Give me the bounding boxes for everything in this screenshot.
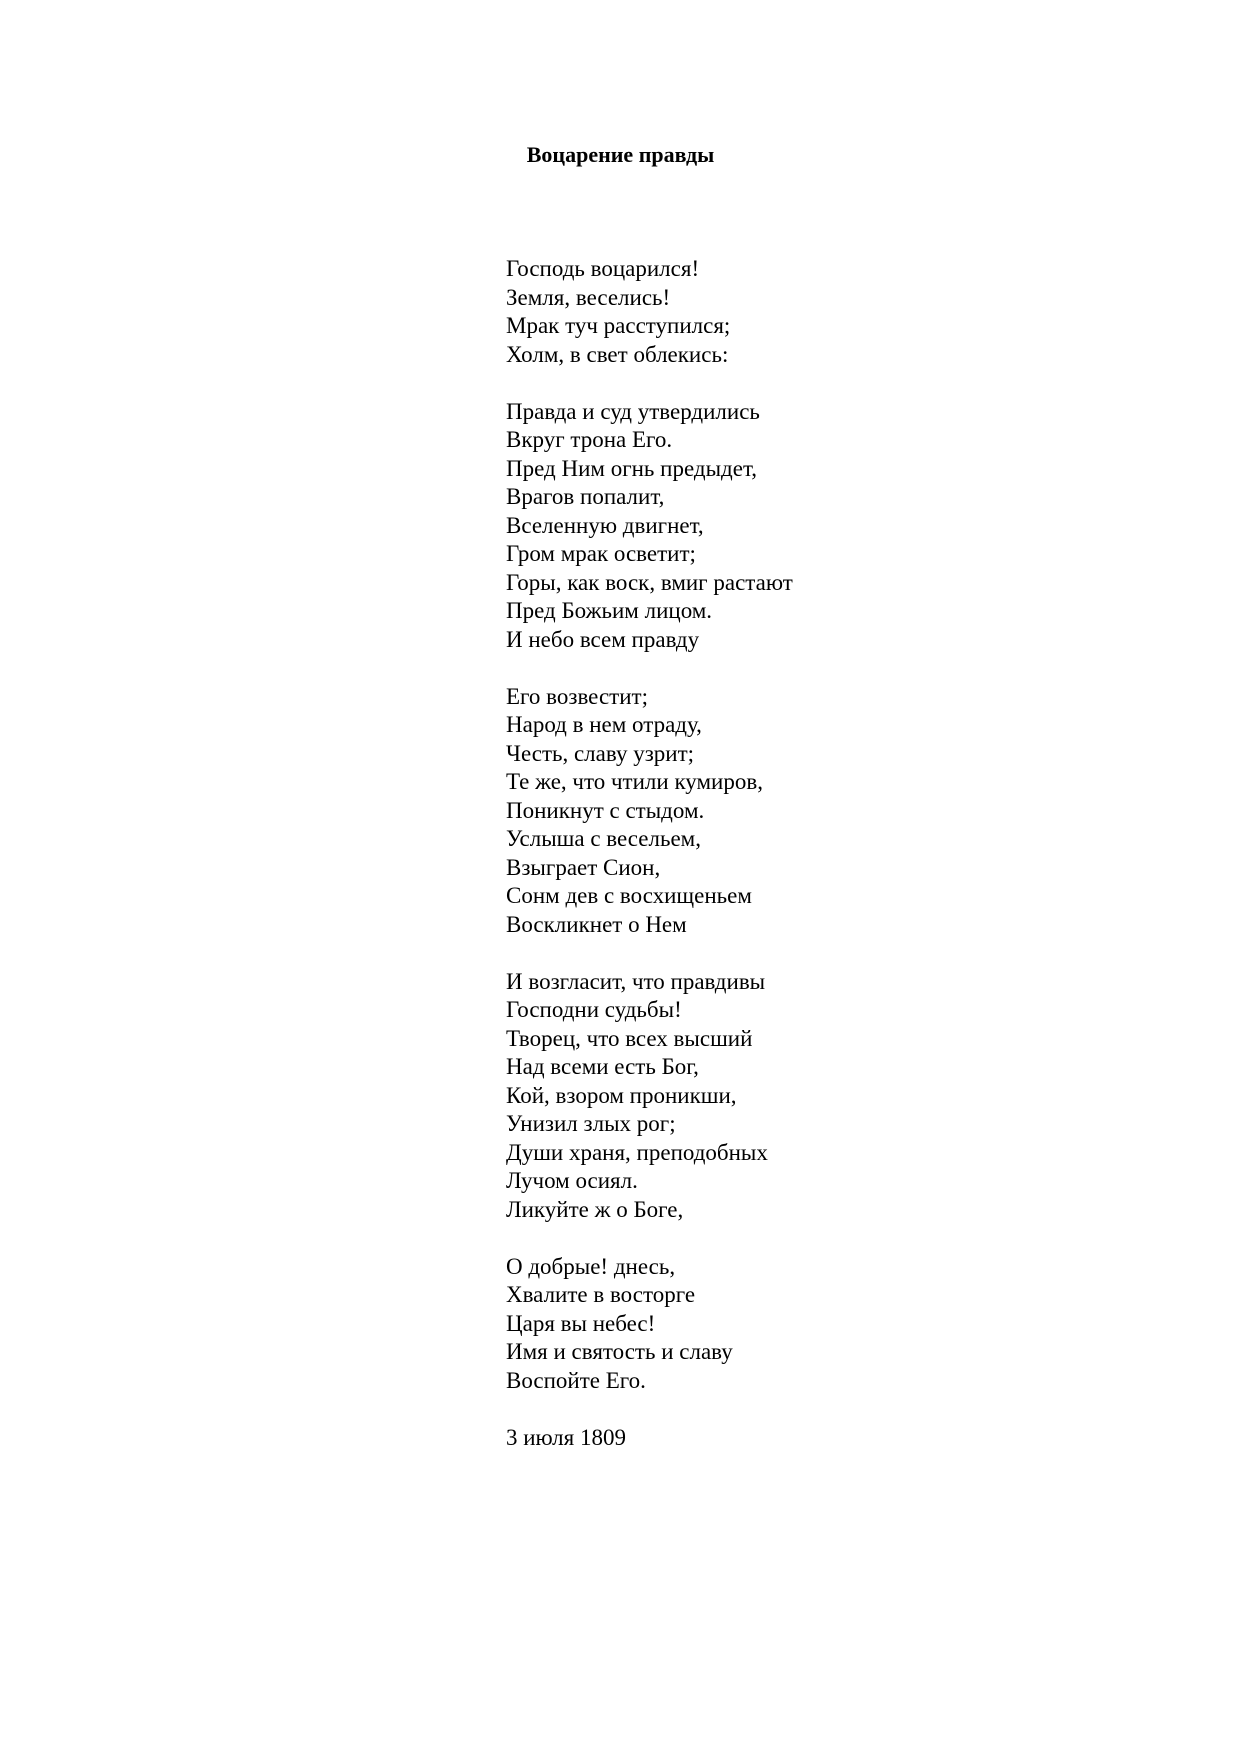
poem-line: Воспойте Его. bbox=[506, 1367, 646, 1393]
poem-line: Мрак туч расступился; bbox=[506, 313, 731, 338]
poem-body bbox=[506, 255, 793, 1452]
poem-line: Господь воцарился! bbox=[506, 256, 700, 281]
stanza bbox=[506, 255, 793, 369]
poem-line: Холм, в свет облекись: bbox=[506, 341, 729, 367]
poem-line: И небо всем правду bbox=[506, 626, 700, 652]
poem-line: О добрые! днесь, bbox=[506, 1253, 676, 1279]
stanza bbox=[506, 683, 793, 940]
poem-line: Пред Божьим лицом. bbox=[506, 598, 713, 623]
poem-line: И возгласит, что правдивы bbox=[506, 968, 766, 994]
poem-line: Народ в нем отраду, bbox=[506, 712, 702, 737]
poem-line: Господни судьбы! bbox=[506, 997, 682, 1022]
poem-line: Поникнут с стыдом. bbox=[506, 797, 705, 823]
poem-line: Воскликнет о Нем bbox=[506, 911, 687, 937]
poem-line: Вкруг трона Его. bbox=[506, 427, 673, 452]
poem-line: Вселенную двигнет, bbox=[506, 512, 704, 538]
poem-line: Унизил злых рог; bbox=[506, 1111, 676, 1136]
poem-line: Пред Ним огнь предыдет, bbox=[506, 455, 758, 481]
poem-line: Кой, взором проникши, bbox=[506, 1082, 737, 1108]
poem-line: Услыша с весельем, bbox=[506, 826, 701, 851]
poem-line: Сонм дев с восхищеньем bbox=[506, 883, 752, 908]
poem-line: Врагов попалит, bbox=[506, 484, 665, 509]
poem-line: Честь, славу узрит; bbox=[506, 740, 695, 766]
poem-line: Земля, веселись! bbox=[506, 284, 671, 310]
poem-line: Хвалите в восторге bbox=[506, 1282, 696, 1307]
poem-line: Над всеми есть Бог, bbox=[506, 1054, 699, 1079]
poem-line: Души храня, преподобных bbox=[506, 1139, 768, 1165]
poem-line: Творец, что всех высший bbox=[506, 1025, 753, 1051]
poem-line: Его возвестит; bbox=[506, 683, 648, 709]
poem-line: Лучом осиял. bbox=[506, 1168, 638, 1193]
poem-line: Горы, как воск, вмиг растают bbox=[506, 569, 793, 595]
poem-line: Ликуйте ж о Боге, bbox=[506, 1196, 684, 1222]
poem-title: Воцарение правды bbox=[526, 142, 715, 167]
poem-date: 3 июля 1809 bbox=[506, 1424, 626, 1450]
stanza bbox=[506, 398, 793, 655]
poem-line: Царя вы небес! bbox=[506, 1310, 656, 1336]
poem-line: Те же, что чтили кумиров, bbox=[506, 769, 763, 794]
poem-line: Имя и святость и славу bbox=[506, 1339, 733, 1364]
poem-line: Взыграет Сион, bbox=[506, 854, 661, 880]
poem-line: Гром мрак осветит; bbox=[506, 541, 696, 566]
stanza bbox=[506, 1253, 793, 1396]
poem-line: Правда и суд утвердились bbox=[506, 398, 760, 424]
stanza bbox=[506, 968, 793, 1225]
